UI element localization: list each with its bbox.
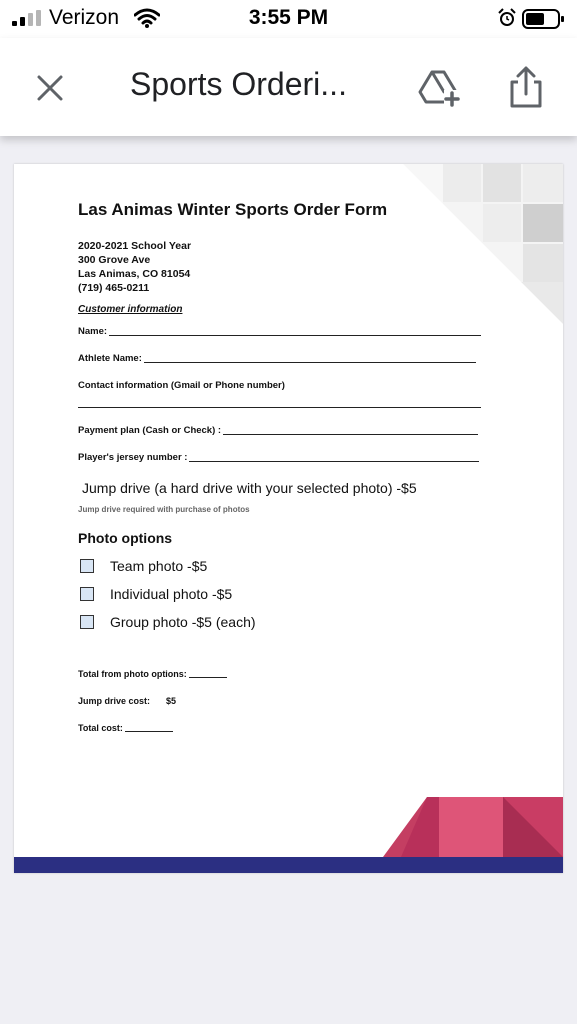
contact-info-label: Contact information (Gmail or Phone number) bbox=[78, 380, 285, 391]
athlete-name-line bbox=[144, 361, 476, 363]
group-photo-checkbox[interactable] bbox=[80, 615, 94, 629]
jump-drive-option: Jump drive (a hard drive with your selected photo) -$5 bbox=[82, 480, 417, 496]
city-state-zip: Las Animas, CO 81054 bbox=[78, 268, 191, 280]
alarm-icon bbox=[497, 8, 517, 28]
jump-drive-note: Jump drive required with purchase of photos bbox=[78, 505, 250, 514]
payment-plan-field[interactable] bbox=[78, 425, 478, 436]
name-label: Name: bbox=[78, 326, 108, 337]
total-photo-options-field[interactable] bbox=[78, 669, 227, 679]
school-address bbox=[78, 239, 191, 295]
total-photo-options-label: Total from photo options: bbox=[78, 669, 187, 679]
individual-photo-option[interactable] bbox=[80, 586, 232, 602]
customer-information-heading: Customer information bbox=[78, 304, 183, 315]
school-year: 2020-2021 School Year bbox=[78, 240, 192, 252]
payment-plan-line bbox=[223, 433, 478, 435]
jump-drive-cost-field bbox=[78, 696, 176, 706]
name-line bbox=[109, 334, 481, 336]
group-photo-label: Group photo -$5 (each) bbox=[110, 614, 256, 630]
document-title: Sports Orderi... bbox=[130, 66, 347, 102]
add-to-drive-icon[interactable] bbox=[418, 66, 462, 110]
total-cost-field[interactable] bbox=[78, 723, 173, 733]
jersey-number-field[interactable] bbox=[78, 452, 479, 463]
athlete-name-label: Athlete Name: bbox=[78, 353, 142, 364]
bottom-corner-decoration bbox=[383, 797, 563, 857]
total-photo-options-line bbox=[189, 677, 227, 678]
team-photo-checkbox[interactable] bbox=[80, 559, 94, 573]
phone-number: (719) 465-0211 bbox=[78, 282, 150, 294]
share-icon[interactable] bbox=[504, 64, 548, 110]
photo-options-heading: Photo options bbox=[78, 530, 173, 546]
battery-icon bbox=[522, 8, 566, 30]
status-bar bbox=[0, 0, 577, 38]
corner-decoration bbox=[403, 164, 563, 324]
athlete-name-field[interactable] bbox=[78, 353, 476, 364]
form-title: Las Animas Winter Sports Order Form bbox=[78, 200, 388, 219]
bottom-color-band bbox=[14, 857, 563, 873]
team-photo-option[interactable] bbox=[80, 558, 207, 574]
payment-plan-label: Payment plan (Cash or Check) : bbox=[78, 425, 222, 436]
contact-info-line bbox=[78, 407, 481, 408]
jersey-number-line bbox=[189, 460, 479, 462]
name-field[interactable] bbox=[78, 326, 481, 337]
total-cost-label: Total cost: bbox=[78, 723, 123, 733]
document-page[interactable] bbox=[14, 164, 563, 873]
contact-info-field[interactable] bbox=[78, 380, 285, 391]
jump-drive-cost-value: $5 bbox=[166, 696, 177, 706]
individual-photo-checkbox[interactable] bbox=[80, 587, 94, 601]
close-icon[interactable] bbox=[30, 68, 70, 108]
carrier-name: Verizon bbox=[49, 6, 120, 29]
total-cost-line bbox=[125, 731, 173, 732]
jersey-number-label: Player's jersey number : bbox=[78, 452, 188, 463]
nav-bar bbox=[0, 38, 577, 136]
group-photo-option[interactable] bbox=[80, 614, 256, 630]
jump-drive-cost-label: Jump drive cost: bbox=[78, 696, 151, 706]
team-photo-label: Team photo -$5 bbox=[110, 558, 208, 574]
clock: 3:55 PM bbox=[248, 6, 329, 29]
individual-photo-label: Individual photo -$5 bbox=[110, 586, 233, 602]
street-address: 300 Grove Ave bbox=[78, 254, 151, 266]
